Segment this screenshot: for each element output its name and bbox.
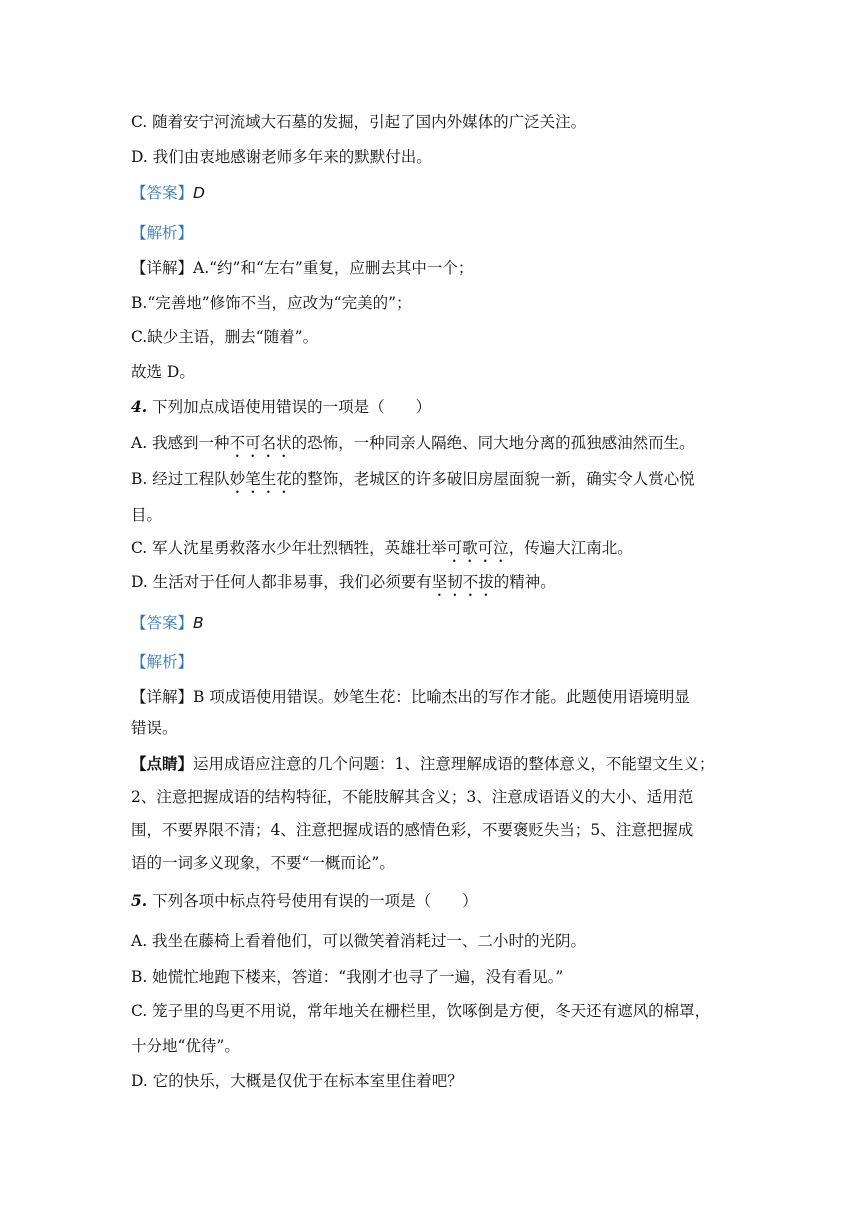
option-text: A. 我感到一种	[131, 434, 230, 452]
q3-answer	[131, 182, 205, 204]
q5-option-a: A. 我坐在藤椅上看着他们，可以微笑着消耗过一、二小时的光阴。	[131, 932, 587, 950]
q3-option-c: C. 随着安宁河流域大石墓的发掘，引起了国内外媒体的广泛关注。	[131, 113, 587, 131]
q4-stem	[131, 396, 431, 418]
question-number: 4.	[131, 397, 148, 416]
q3-conclusion: 故选 D。	[131, 363, 195, 381]
question-text: 下列各项中标点符号使用有误的一项是（ ）	[147, 892, 478, 910]
q4-answer	[131, 612, 204, 634]
q4-detail-2: 错误。	[131, 719, 178, 737]
detail-label: 【详解】	[131, 688, 194, 706]
option-text: 的恐怖，一种同亲人隔绝、同大地分离的孤独感油然而生。	[291, 434, 695, 452]
q4-tip-1	[131, 753, 714, 775]
dotted-idiom: 坚韧不拔	[431, 573, 494, 591]
q5-option-c: C. 笼子里的鸟更不用说，常年地关在栅栏里，饮啄倒是方便，冬天还有遮风的棉罩，	[131, 1002, 711, 1020]
q4-detail-1	[131, 686, 690, 708]
answer-label: 【答案】	[131, 614, 194, 632]
option-text: B. 经过工程队	[131, 470, 230, 488]
detail-text: A.“约”和“左右”重复，应删去其中一个；	[193, 259, 474, 277]
q4-option-b	[131, 468, 695, 497]
detail-text: B 项成语使用错误。妙笔生花：比喻杰出的写作才能。此题使用语境明显	[193, 688, 690, 706]
option-text: ，传遍大江南北。	[508, 539, 633, 557]
q4-option-d	[131, 571, 556, 600]
q4-option-a	[131, 432, 695, 461]
question-number: 5.	[131, 891, 148, 910]
dotted-idiom: 可歌可泣	[446, 539, 509, 557]
option-text: D. 生活对于任何人都非易事，我们必须要有	[131, 573, 432, 591]
q5-option-b: B. 她慌忙地跑下楼来，答道：“我刚才也寻了一遍，没有看见。”	[131, 968, 564, 986]
q3-option-d: D. 我们由衷地感谢老师多年来的默默付出。	[131, 148, 432, 166]
q5-option-d: D. 它的快乐，大概是仅优于在标本室里住着吧？	[131, 1072, 463, 1090]
q3-analysis-label: 【解析】	[131, 224, 194, 242]
dotted-idiom: 不可名状	[229, 434, 292, 452]
q4-tip-4: 语的一词多义现象，不要“一概而论”。	[131, 854, 395, 872]
q4-option-b-cont: 目。	[131, 506, 163, 524]
tip-label: 【点睛】	[131, 754, 194, 773]
option-text: 的精神。	[493, 573, 556, 591]
q3-detail-1	[131, 257, 473, 279]
answer-value: D	[193, 184, 205, 202]
option-text: C. 军人沈星勇救落水少年壮烈牺牲，英雄壮举	[131, 539, 447, 557]
question-text: 下列加点成语使用错误的一项是（ ）	[147, 398, 432, 416]
q3-detail-3: C.缺少主语，删去“随着”。	[131, 328, 319, 346]
answer-value: B	[193, 614, 204, 632]
q5-option-c-cont: 十分地“优待”。	[131, 1037, 240, 1055]
q4-analysis-label: 【解析】	[131, 653, 194, 671]
q4-tip-3: 围，不要界限不清；4、注意把握成语的感情色彩，不要褒贬失当；5、注意把握成	[131, 821, 694, 839]
q4-option-c	[131, 537, 633, 566]
option-text: 的整饰，老城区的许多破旧房屋面貌一新，确实令人赏心悦	[291, 470, 695, 488]
tip-text: 运用成语应注意的几个问题：1、注意理解成语的整体意义，不能望文生义；	[193, 755, 715, 773]
q5-stem	[131, 890, 478, 912]
dotted-idiom: 妙笔生花	[229, 470, 292, 488]
q4-tip-2: 2、注意把握成语的结构特征，不能肢解其含义；3、注意成语语义的大小、适用范	[131, 788, 694, 806]
detail-label: 【详解】	[131, 259, 194, 277]
q3-detail-2: B.“完善地”修饰不当，应改为“完美的”；	[131, 294, 412, 312]
answer-label: 【答案】	[131, 184, 194, 202]
